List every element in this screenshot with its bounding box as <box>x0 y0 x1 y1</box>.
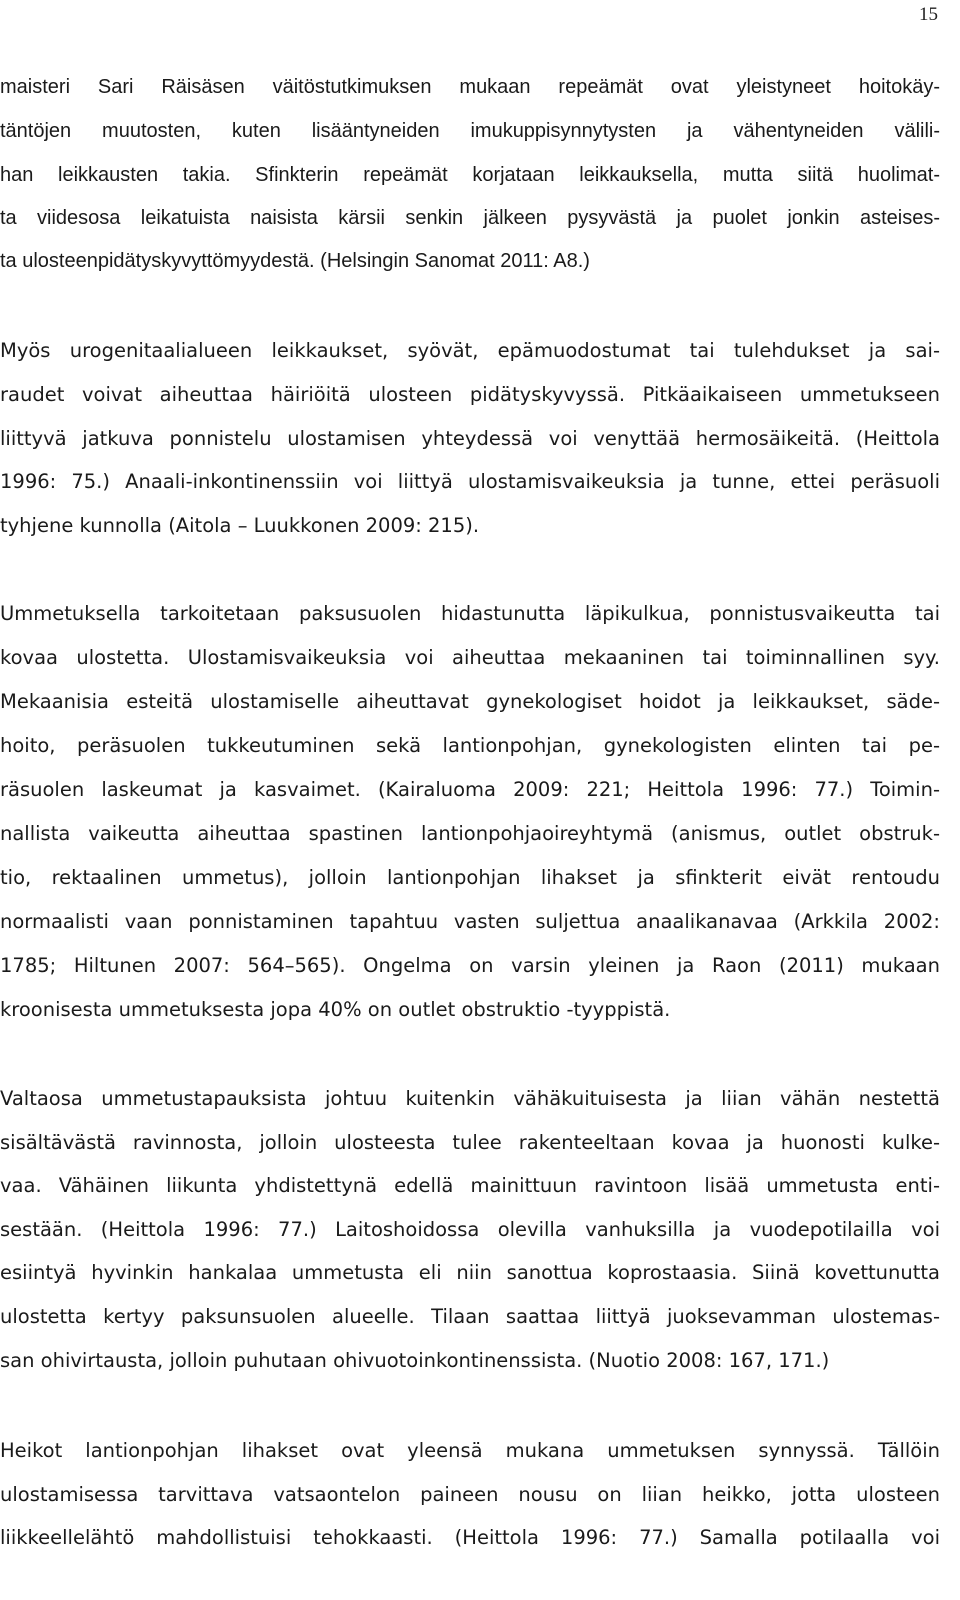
text-line: täntöjen muutosten, kuten lisääntyneiden imukuppisynnytysten ja vähentyneiden välili- <box>0 120 940 142</box>
text-line: Ummetuksella tarkoitetaan paksusuolen hidastunutta läpikulkua, ponnistusvaikeutta tai <box>0 602 940 625</box>
text-line: Heikot lantionpohjan lihakset ovat yleensä mukana ummetuksen synnyssä. Tällöin <box>0 1439 940 1462</box>
text-line: normaalisti vaan ponnistaminen tapahtuu vasten suljettua anaalikanavaa (Arkkila 2002: <box>0 910 940 933</box>
text-line: tio, rektaalinen ummetus), jolloin lantionpohjan lihakset ja sfinkterit eivät rentoudu <box>0 866 940 889</box>
text-line: san ohivirtausta, jolloin puhutaan ohivuotoinkontinenssista. (Nuotio 2008: 167, 171.) <box>0 1349 830 1372</box>
text-line: 1785; Hiltunen 2007: 564–565). Ongelma on varsin yleinen ja Raon (2011) mukaan <box>0 954 940 977</box>
text-line: Mekaanisia esteitä ulostamiselle aiheuttavat gynekologiset hoidot ja leikkaukset, säde- <box>0 690 940 713</box>
text-line: liikkeellelähtö mahdollistuisi tehokkaasti. (Heittola 1996: 77.) Samalla potilaalla voi <box>0 1526 940 1549</box>
text-line: nallista vaikeutta aiheuttaa spastinen lantionpohjaoireyhtymä (anismus, outlet obstruk- <box>0 822 940 845</box>
page-number: 15 <box>919 4 938 25</box>
text-line: ta ulosteenpidätyskyvyttömyydestä. (Helsingin Sanomat 2011: A8.) <box>0 250 590 272</box>
text-line: maisteri Sari Räisäsen väitöstutkimuksen mukaan repeämät ovat yleistyneet hoitokäy- <box>0 76 940 98</box>
text-line: tyhjene kunnolla (Aitola – Luukkonen 2009: 215). <box>0 514 480 537</box>
text-line: raudet voivat aiheuttaa häiriöitä ulosteen pidätyskyvyssä. Pitkäaikaiseen ummetukseen <box>0 383 940 406</box>
text-line: sisältävästä ravinnosta, jolloin ulosteesta tulee rakenteeltaan kovaa ja huonosti kulke- <box>0 1131 940 1154</box>
text-line: ta viidesosa leikatuista naisista kärsii senkin jälkeen pysyvästä ja puolet jonkin asteises- <box>0 207 940 229</box>
text-line: sestään. (Heittola 1996: 77.) Laitoshoidossa olevilla vanhuksilla ja vuodepotilailla voi <box>0 1218 940 1241</box>
text-line: Valtaosa ummetustapauksista johtuu kuitenkin vähäkuituisesta ja liian vähän nestettä <box>0 1087 940 1110</box>
text-line: ulostetta kertyy paksunsuolen alueelle. Tilaan saattaa liittyä juoksevamman ulostemas- <box>0 1305 940 1328</box>
text-line: räsuolen laskeumat ja kasvaimet. (Kairaluoma 2009: 221; Heittola 1996: 77.) Toimin- <box>0 778 940 801</box>
text-line: hoito, peräsuolen tukkeutuminen sekä lantionpohjan, gynekologisten elinten tai pe- <box>0 734 940 757</box>
text-line: Myös urogenitaalialueen leikkaukset, syövät, epämuodostumat tai tulehdukset ja sai- <box>0 339 940 362</box>
text-line: vaa. Vähäinen liikunta yhdistettynä edellä mainittuun ravintoon lisää ummetusta enti- <box>0 1174 940 1197</box>
text-line: kovaa ulostetta. Ulostamisvaikeuksia voi aiheuttaa mekaaninen tai toiminnallinen syy. <box>0 646 940 669</box>
text-line: esiintyä hyvinkin hankalaa ummetusta eli niin sanottua koprostaasia. Siinä kovettunutta <box>0 1261 940 1284</box>
text-line: liittyvä jatkuva ponnistelu ulostamisen yhteydessä voi venyttää hermosäikeitä. (Heittola <box>0 427 940 450</box>
text-line: han leikkausten takia. Sfinkterin repeämät korjataan leikkauksella, mutta siitä huolimat- <box>0 164 940 186</box>
text-line: 1996: 75.) Anaali-inkontinenssiin voi liittyä ulostamisvaikeuksia ja tunne, ettei peräsuoli <box>0 470 940 493</box>
text-line: ulostamisessa tarvittava vatsaontelon paineen nousu on liian heikko, jotta ulosteen <box>0 1483 940 1506</box>
text-line: kroonisesta ummetuksesta jopa 40% on outlet obstruktio -tyyppistä. <box>0 998 671 1021</box>
